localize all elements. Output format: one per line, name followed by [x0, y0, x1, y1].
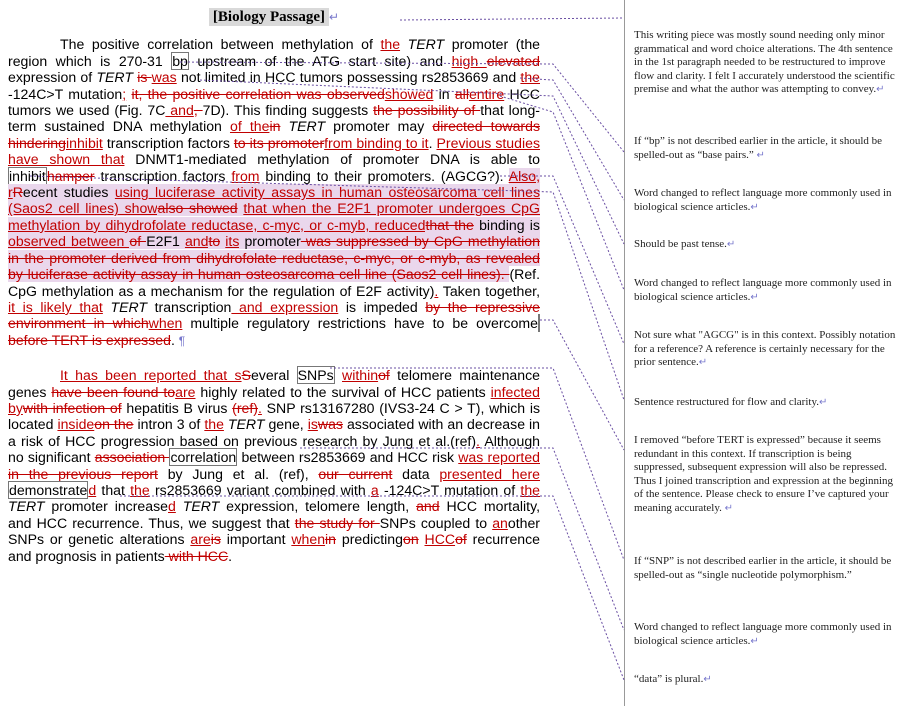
- inserted-text[interactable]: d: [88, 481, 97, 498]
- text-run: that: [96, 481, 131, 498]
- deleted-text[interactable]: hamper: [46, 167, 95, 184]
- text-run: 7D). This finding suggests: [202, 102, 374, 119]
- italic-term: TERT: [407, 36, 445, 53]
- text-run: upstream of the ATG start site) and: [188, 52, 452, 69]
- inserted-text[interactable]: .: [258, 399, 262, 416]
- commented-inserted-text[interactable]: its: [225, 233, 240, 250]
- inserted-text[interactable]: is: [307, 416, 318, 433]
- inserted-text[interactable]: inside: [57, 416, 95, 433]
- inserted-text[interactable]: the: [520, 481, 540, 498]
- text-run: gene,: [264, 416, 308, 433]
- text-run: predicting: [336, 531, 403, 548]
- text-run: is impeded: [338, 298, 426, 315]
- text-run: transcription factors: [102, 134, 234, 151]
- inserted-text[interactable]: high: [451, 52, 487, 69]
- paragraph-mark: ¶: [178, 333, 186, 348]
- paragraph-1[interactable]: [8, 36, 540, 349]
- inserted-text[interactable]: the: [130, 481, 150, 498]
- inserted-text[interactable]: from binding to it: [324, 134, 429, 151]
- deleted-text[interactable]: ,: [193, 102, 203, 119]
- italic-term: TERT: [182, 498, 220, 515]
- comment-anchor[interactable]: correlation: [170, 449, 237, 466]
- deleted-text[interactable]: it, the positive correlation was observed: [131, 85, 385, 102]
- paragraph-2[interactable]: [8, 367, 540, 564]
- deleted-text[interactable]: on: [402, 531, 419, 548]
- text-run: intron 3 of: [133, 416, 205, 433]
- commented-deleted-text[interactable]: R: [12, 184, 23, 201]
- inserted-text[interactable]: infected by: [8, 383, 540, 416]
- text-run: [176, 498, 183, 514]
- text-run: multiple regulatory restrictions have to be overcome: [182, 315, 539, 332]
- deleted-text[interactable]: the possibility of: [373, 102, 481, 119]
- inserted-text[interactable]: from: [231, 167, 260, 184]
- inserted-text[interactable]: when: [148, 315, 183, 332]
- deleted-text[interactable]: of: [378, 367, 390, 384]
- comment-balloon[interactable]: I removed “before TERT is expressed” because it seems redundant in this context. If transcription is being suppressed, subsequent expression will also be repressed. Thus I joined transcription and expression at the beginning of the sentence. Please check to ensure I’ve captured your meaning accurately. ↵: [634, 434, 894, 514]
- comment-anchor[interactable]: SNPs: [297, 367, 334, 384]
- deleted-text[interactable]: and: [416, 498, 440, 515]
- inserted-text[interactable]: are: [190, 531, 211, 548]
- inserted-text[interactable]: the: [380, 36, 401, 53]
- deleted-text[interactable]: association: [94, 449, 170, 466]
- deleted-text[interactable]: of: [455, 531, 467, 548]
- deleted-text[interactable]: with HCC: [164, 547, 229, 564]
- text-run: by Jung et al. (ref),: [157, 465, 319, 482]
- inserted-text[interactable]: d: [168, 498, 176, 515]
- text-run: The positive correlation between methylation of: [60, 36, 381, 53]
- commented-inserted-text[interactable]: and: [184, 233, 209, 250]
- text-run: [400, 36, 408, 52]
- inserted-text[interactable]: .: [476, 432, 480, 449]
- text-run: .: [170, 331, 179, 348]
- commented-deleted-text[interactable]: to: [208, 233, 221, 250]
- text-run: HCC tumors we used (Fig. 7C: [8, 85, 540, 119]
- text-run: SNP rs13167280 (IVS3-24 C > T), which is located: [8, 399, 540, 433]
- text-run: highly related to the survival of HCC patients: [195, 383, 491, 400]
- deleted-text[interactable]: by the repressive environment in which: [8, 298, 540, 332]
- text-run: HCC mortality, and HCC recurrence. Thus, we suggest that: [8, 498, 541, 531]
- comment-balloon[interactable]: If “bp” is not described earlier in the article, it should be spelled-out as “base pairs.” ↵: [634, 135, 883, 161]
- comment-balloon[interactable]: Should be past tense.↵: [634, 238, 736, 250]
- text-run: data: [392, 465, 440, 482]
- deleted-text[interactable]: is: [210, 531, 221, 548]
- deleted-text[interactable]: elevated: [486, 52, 541, 69]
- deleted-text[interactable]: in: [269, 118, 281, 135]
- inserted-text[interactable]: was reported: [458, 449, 540, 466]
- commented-inserted-text[interactable]: Also, r: [8, 167, 541, 201]
- inserted-text[interactable]: a: [370, 481, 379, 498]
- title-row: [8, 8, 540, 26]
- text-run: between rs2853669 and HCC risk: [237, 449, 459, 466]
- deleted-text[interactable]: all: [454, 85, 469, 102]
- text-run: promoter (the region which is 270-31: [8, 36, 541, 69]
- inserted-text[interactable]: was: [151, 69, 177, 86]
- deleted-text[interactable]: (ref): [232, 399, 258, 416]
- comment-anchor[interactable]: inhibit: [9, 167, 46, 184]
- text-run: (Ref. CpG methylation as a mechanism for the regulation of E2F activity): [8, 266, 540, 299]
- comment-margin-divider: [624, 0, 625, 706]
- deleted-text[interactable]: before TERT is expressed: [8, 331, 171, 348]
- commented-deleted-text[interactable]: of: [129, 233, 147, 250]
- text-run: everal: [250, 367, 297, 384]
- comment-balloon[interactable]: Word changed to reflect language more commonly used in biological science articles.↵: [634, 277, 892, 303]
- inserted-text[interactable]: It has been reported that s: [60, 367, 242, 384]
- commented-deleted-text[interactable]: that the: [425, 216, 474, 233]
- inserted-text[interactable]: of the: [229, 118, 270, 135]
- inserted-text[interactable]: HCC: [424, 531, 456, 548]
- deleted-text[interactable]: on the: [94, 416, 134, 433]
- comment-balloon[interactable]: If “SNP” is not described earlier in the article, it should be spelled-out as “single nucleotide polymorphism.”: [634, 555, 892, 581]
- text-run: DNMT1-mediated methylation of promoter DNA is able to: [124, 151, 540, 168]
- comment-anchor[interactable]: [538, 314, 540, 332]
- italic-term: TERT: [96, 69, 133, 86]
- text-run: [280, 118, 288, 134]
- comment-balloon[interactable]: Not sure what "AGCG" is in this context. Possibly notation for a reference? A reference is certainly necessary for the prior sentence.↵: [634, 329, 896, 369]
- text-run: recurrence and prognosis in patients: [8, 531, 541, 564]
- deleted-text[interactable]: have been found to: [51, 383, 176, 400]
- commented-inserted-text[interactable]: observed between: [8, 233, 130, 250]
- deleted-text[interactable]: was: [317, 416, 343, 433]
- inserted-text[interactable]: within: [342, 367, 379, 384]
- commented-text: ecent studies: [22, 184, 115, 201]
- text-run: SNPs coupled to: [379, 514, 493, 531]
- commented-text: promoter: [239, 233, 301, 250]
- text-run: .: [428, 134, 437, 151]
- deleted-text[interactable]: S: [241, 367, 251, 384]
- text-run: expression of: [8, 69, 97, 86]
- inserted-text[interactable]: .: [434, 282, 439, 299]
- inserted-text[interactable]: showed: [384, 85, 434, 102]
- italic-term: TERT: [227, 416, 265, 433]
- text-run: associated with an decrease in a risk of HCC progression based on previous research by Jung et al.(ref): [8, 416, 540, 449]
- comment-anchor[interactable]: demonstrate: [9, 481, 88, 498]
- deleted-text[interactable]: our current: [318, 465, 393, 482]
- text-run: transcription factors: [94, 167, 232, 184]
- deleted-text[interactable]: directed towards hindering: [8, 118, 540, 151]
- connector-line: [540, 320, 624, 450]
- text-run: not limited in HCC tumors possessing rs2853669 and: [176, 69, 521, 86]
- inserted-text[interactable]: and expression: [231, 298, 339, 315]
- inserted-text[interactable]: are: [175, 383, 196, 400]
- inserted-text[interactable]: inhibit: [66, 134, 103, 151]
- text-run: that long-term sustained DNA methylation: [8, 102, 540, 135]
- commented-text: binding is: [473, 216, 540, 233]
- text-run: other SNPs or genetic alterations: [8, 514, 540, 548]
- comment-balloon[interactable]: “data” is plural.↵: [634, 673, 712, 685]
- paragraph-mark: ↵: [329, 10, 340, 24]
- inserted-text[interactable]: when: [291, 531, 326, 548]
- commented-inserted-text[interactable]: using luciferase activity assays in human osteosarcoma cell lines (Saos2 cell lines) show: [8, 184, 540, 217]
- comment-balloon[interactable]: Sentence restructured for flow and clarity.↵: [634, 396, 828, 408]
- comment-balloon[interactable]: This writing piece was mostly sound needing only minor grammatical and word choice alterations. The 4th sentence in the 1st paragraph needed to be restructured to improve flow and clarity. I felt I accurately understood the scientific premise and what the author was attempting to convey.↵: [634, 29, 895, 96]
- deleted-text[interactable]: with infection of: [22, 399, 122, 416]
- deleted-text[interactable]: in the previous report: [8, 465, 158, 482]
- italic-term: TERT: [8, 498, 45, 515]
- text-run: telomere maintenance genes: [8, 367, 540, 400]
- text-run: binding to their promoters. (AGCG?).: [259, 167, 509, 184]
- inserted-text[interactable]: and: [165, 102, 194, 119]
- text-run: Although no significant: [8, 432, 540, 466]
- text-run: .: [228, 547, 233, 564]
- inserted-text[interactable]: the: [204, 416, 224, 433]
- commented-deleted-text[interactable]: was suppressed by CpG methylation in the promoter derived from dihydrofolate reductase, c-myc, or c-myb, as revealed by luciferase activity assay in human osteosarcoma cell line (Saos2 cell lines).: [8, 233, 540, 283]
- text-run: hepatitis B virus: [121, 399, 233, 416]
- comment-anchor[interactable]: bp: [172, 52, 188, 69]
- text-run: promoter increase: [44, 498, 168, 515]
- inserted-text[interactable]: entire: [468, 85, 505, 102]
- text-run: promoter may: [325, 118, 433, 135]
- text-run: rs2853669 variant combined with: [149, 481, 371, 498]
- deleted-text[interactable]: is: [137, 69, 152, 86]
- italic-term: TERT: [110, 298, 148, 315]
- italic-term: TERT: [288, 118, 326, 135]
- document-title: [Biology Passage]: [209, 8, 329, 26]
- inserted-text[interactable]: an: [492, 514, 508, 531]
- comment-balloon[interactable]: Word changed to reflect language more commonly used in biological science articles.↵: [634, 187, 892, 213]
- text-run: transcription: [147, 298, 232, 315]
- text-run: -124C>T mutation of: [378, 481, 521, 498]
- document-body[interactable]: [8, 8, 540, 564]
- deleted-text[interactable]: the study for: [294, 514, 380, 531]
- inserted-text[interactable]: the: [520, 69, 540, 86]
- text-run: -124C>T mutation: [8, 85, 123, 102]
- text-run: [335, 367, 342, 383]
- text-run: in: [433, 85, 455, 102]
- commented-text: E2F1: [146, 233, 185, 250]
- comment-balloon[interactable]: Word changed to reflect language more commonly used in biological science articles.↵: [634, 621, 892, 647]
- text-run: important: [220, 531, 292, 548]
- commented-deleted-text[interactable]: also showed: [157, 200, 238, 217]
- deleted-text[interactable]: to its promoter: [233, 134, 325, 151]
- deleted-text[interactable]: in: [325, 531, 337, 548]
- text-run: Taken together,: [438, 282, 540, 299]
- text-run: expression, telomere length,: [219, 498, 417, 515]
- inserted-text[interactable]: Previous studies have shown that: [8, 134, 541, 168]
- commented-inserted-text[interactable]: that when the E2F1 promoter undergoes CpG methylation by dihydrofolate reductase, c-myc, or c-myb, reduced: [8, 200, 540, 233]
- inserted-text[interactable]: it is likely that: [8, 298, 103, 315]
- inserted-text[interactable]: presented here: [439, 465, 541, 482]
- inserted-text[interactable]: ;: [122, 85, 127, 102]
